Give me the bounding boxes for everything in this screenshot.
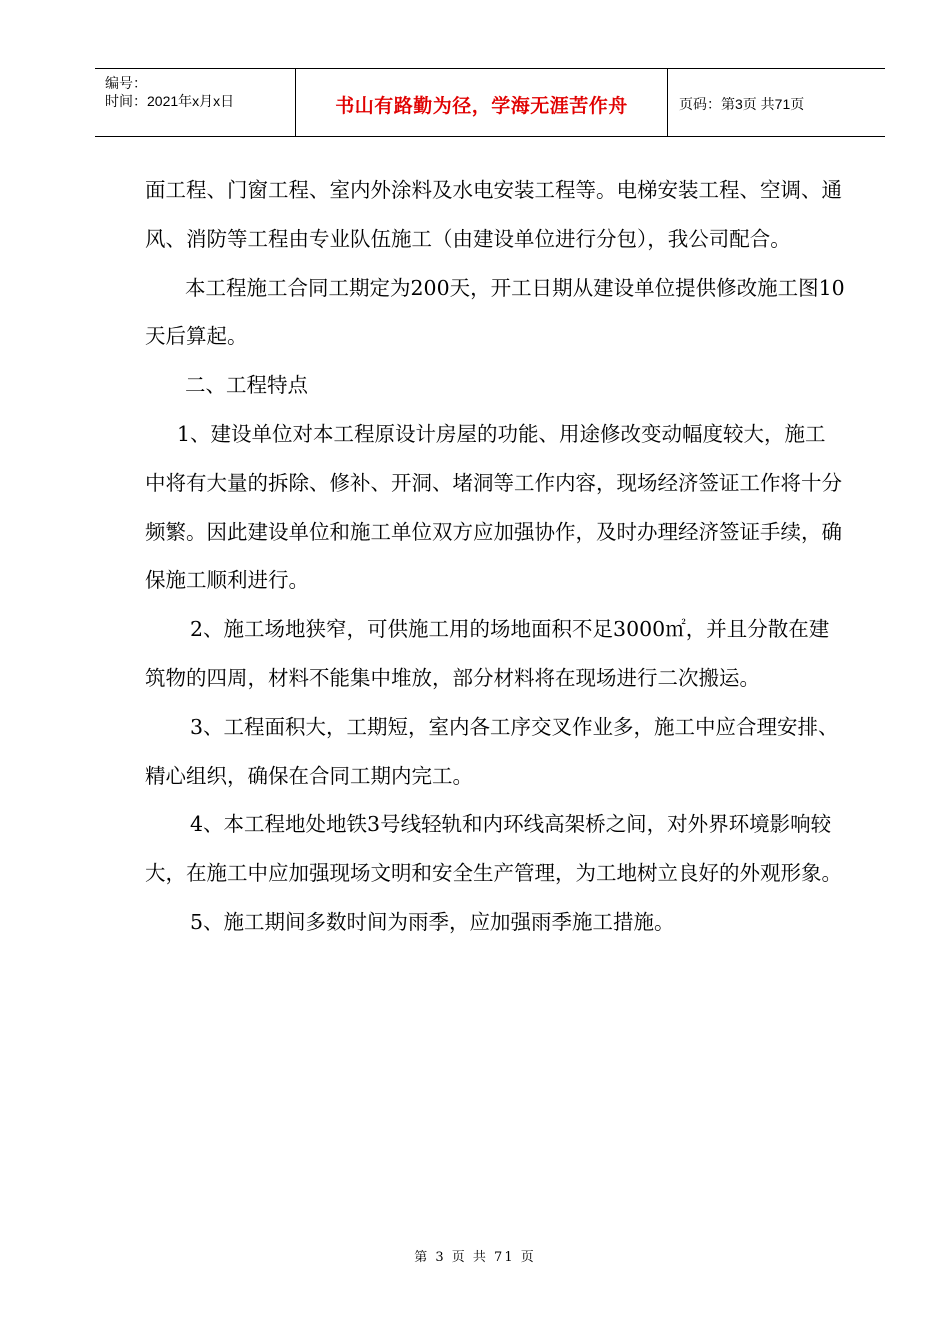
paragraph-duration: 本工程施工合同工期定为200天，开工日期从建设单位提供修改施工图10天后算起。 <box>145 275 845 349</box>
page-header <box>95 68 885 137</box>
header-meta-cell <box>95 69 296 136</box>
feature-item-2: 2、施工场地狭窄，可供施工用的场地面积不足3000㎡，并且分散在建筑物的四周，材料不能集中堆放，部分材料将在现场进行二次搬运。 <box>145 617 830 690</box>
section-heading: 二、工程特点 <box>185 373 308 398</box>
feature-item-1: 1、建设单位对本工程原设计房屋的功能、用途修改变动幅度较大，施工中将有大量的拆除、修补、开洞、堵洞等工作内容，现场经济签证工作将十分频繁。因此建设单位和施工单位双方应加强协作，及时办理经济签证手续，确保施工顺利进行。 <box>145 421 842 593</box>
paragraph-continuation: 面工程、门窗工程、室内外涂料及水电安装工程等。电梯安装工程、空调、通风、消防等工程由专业队伍施工（由建设单位进行分包），我公司配合。 <box>145 178 842 251</box>
header-page-cell <box>668 69 885 136</box>
header-page-label: 页码：第3页 共71页 <box>679 96 805 112</box>
feature-item-4: 4、本工程地处地铁3号线轻轨和内环线高架桥之间，对外界环境影响较大，在施工中应加强现场文明和安全生产管理，为工地树立良好的外观形象。 <box>145 812 842 886</box>
header-motto-cell <box>296 69 668 136</box>
feature-item-5: 5、施工期间多数时间为雨季，应加强雨季施工措施。 <box>190 909 675 934</box>
time-label: 时间：2021年x月x日 <box>105 93 235 109</box>
header-motto: 书山有路勤为径，学海无涯苦作舟 <box>335 95 628 117</box>
page-footer: 第 3 页 共 71 页 <box>414 1250 536 1265</box>
document-body <box>145 166 845 947</box>
feature-item-3: 3、工程面积大，工期短，室内各工序交叉作业多，施工中应合理安排、精心组织，确保在合同工期内完工。 <box>145 714 839 788</box>
number-label: 编号： <box>105 75 147 91</box>
